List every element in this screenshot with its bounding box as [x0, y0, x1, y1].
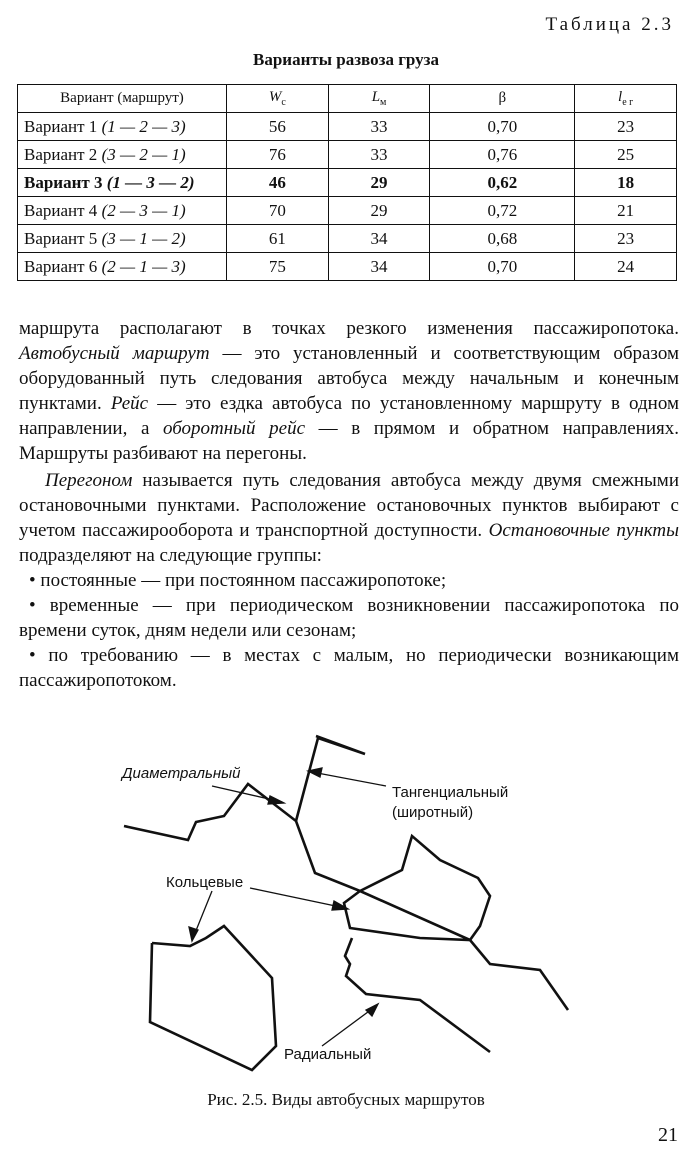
text-run: называется путь следования автобуса между двумя смежными остановочными пунктами. Расположение остановочных пунктов выбирают с учетом пассажирооборота и транспортной доступности. — [19, 470, 679, 541]
text-run: подразделяют на следующие группы: — [19, 545, 322, 566]
value-cell-l: 34 — [328, 225, 430, 253]
header-label: l — [618, 89, 623, 105]
variant-route: (2 — 1 — 3) — [101, 256, 186, 276]
label-tangential-sub: (широтный) — [392, 804, 474, 821]
figure-caption: Рис. 2.5. Виды автобусных маршрутов — [207, 1090, 485, 1109]
value-cell-beta: 0,62 — [430, 169, 575, 197]
table-header-cell — [575, 85, 677, 113]
radial-arrowhead — [366, 1004, 378, 1016]
variant-route: (3 — 2 — 1) — [101, 144, 186, 164]
route-types-figure — [0, 728, 692, 1088]
table-header-cell — [18, 85, 227, 113]
value-cell-l: 29 — [328, 169, 430, 197]
value-cell-l: 34 — [328, 253, 430, 281]
table-header-cell — [430, 85, 575, 113]
italic-term: Остановочные пункты — [488, 520, 679, 541]
ring-route-right — [344, 836, 490, 940]
radial-route-line — [345, 938, 490, 1052]
value-cell-l: 21 — [575, 197, 677, 225]
bullet-item — [19, 568, 679, 593]
body-text — [19, 316, 679, 693]
value-cell-l: 23 — [575, 113, 677, 141]
value-cell-beta: 0,68 — [430, 225, 575, 253]
table-row — [18, 253, 677, 281]
text-run: маршрута располагают в точках резкого изменения пассажиропотока. — [19, 318, 679, 339]
variant-name: Вариант 3 — [24, 172, 103, 192]
table-header-row — [18, 85, 677, 113]
variant-name: Вариант 6 — [24, 256, 98, 276]
value-cell-w: 76 — [227, 141, 329, 169]
variant-name: Вариант 2 — [24, 144, 98, 164]
table-row — [18, 113, 677, 141]
italic-term: Рейс — [110, 393, 149, 414]
value-cell-w: 56 — [227, 113, 329, 141]
text-run: • временные — при периодическом возникновении пассажиропотока по времени суток, дням недели или сезонам; — [19, 595, 679, 641]
header-subscript: c — [281, 97, 286, 108]
text-run: • постоянные — при постоянном пассажиропотоке; — [29, 570, 447, 591]
value-cell-beta: 0,72 — [430, 197, 575, 225]
ring-arrow-right — [250, 888, 345, 908]
routes-table — [17, 84, 677, 281]
bullet-item — [19, 643, 679, 693]
label-ring: Кольцевые — [166, 874, 244, 891]
text-run: — это ездка автобуса по установленному маршруту в одном направлении, а — [19, 393, 679, 439]
variant-route: (1 — 2 — 3) — [101, 116, 186, 136]
value-cell-l: 24 — [575, 253, 677, 281]
variant-name: Вариант 1 — [24, 116, 98, 136]
table-caption: Таблица 2.3 — [545, 14, 674, 35]
paragraph — [19, 316, 679, 466]
value-cell-l: 33 — [328, 113, 430, 141]
variant-cell — [18, 225, 227, 253]
italic-term: Автобусный маршрут — [19, 343, 210, 364]
header-label: L — [371, 89, 381, 105]
bullet-item — [19, 593, 679, 643]
value-cell-beta: 0,70 — [430, 253, 575, 281]
table-body — [18, 113, 677, 281]
text-run: • по требованию — в местах с малым, но периодически возникающим пассажиропотоком. — [19, 645, 679, 691]
tangential-route-line — [296, 736, 365, 821]
label-diametral: Диаметральный — [122, 765, 241, 782]
variant-cell — [18, 197, 227, 225]
value-cell-beta: 0,70 — [430, 113, 575, 141]
variant-cell — [18, 253, 227, 281]
header-label: β — [498, 90, 507, 106]
variant-cell — [18, 141, 227, 169]
paragraph — [19, 468, 679, 568]
table-header — [18, 85, 677, 113]
variant-route: (2 — 3 — 1) — [101, 200, 186, 220]
table-header-cell — [227, 85, 329, 113]
table-row — [18, 225, 677, 253]
value-cell-w: 75 — [227, 253, 329, 281]
header-subscript: е г — [622, 97, 634, 108]
italic-term: Перегоном — [45, 470, 133, 491]
variant-cell — [18, 113, 227, 141]
variant-name: Вариант 5 — [24, 228, 98, 248]
header-label: Вариант (маршрут) — [60, 90, 184, 106]
table-header-cell — [328, 85, 430, 113]
value-cell-l: 29 — [328, 197, 430, 225]
table-title: Варианты развоза груза — [253, 50, 439, 69]
diametral-arrowhead — [268, 796, 284, 804]
value-cell-l: 23 — [575, 225, 677, 253]
variant-name: Вариант 4 — [24, 200, 98, 220]
table-row — [18, 197, 677, 225]
variant-route: (1 — 3 — 2) — [106, 172, 195, 192]
label-radial: Радиальный — [284, 1046, 372, 1063]
variant-cell — [18, 169, 227, 197]
ring-route-left — [150, 926, 276, 1070]
header-subscript: м — [380, 97, 387, 108]
header-label: W — [268, 89, 282, 105]
table-row — [18, 141, 677, 169]
text-run: — это установленный и соответствующим образом оборудованный путь следования автобуса между начальным и конечным пунктами. — [19, 343, 679, 414]
value-cell-l: 33 — [328, 141, 430, 169]
value-cell-beta: 0,76 — [430, 141, 575, 169]
value-cell-l: 25 — [575, 141, 677, 169]
value-cell-w: 61 — [227, 225, 329, 253]
variant-route: (3 — 1 — 2) — [101, 228, 186, 248]
value-cell-l: 18 — [575, 169, 677, 197]
tangential-arrow — [312, 772, 386, 786]
value-cell-w: 70 — [227, 197, 329, 225]
page-number: 21 — [658, 1124, 678, 1146]
text-run: — в прямом и обратном направлениях. Маршруты разбивают на перегоны. — [19, 418, 680, 464]
italic-term: оборотный рейс — [162, 418, 306, 439]
ring-arrowhead-left — [189, 927, 198, 941]
label-tangential: Тангенциальный — [392, 784, 509, 801]
value-cell-w: 46 — [227, 169, 329, 197]
table-row — [18, 169, 677, 197]
